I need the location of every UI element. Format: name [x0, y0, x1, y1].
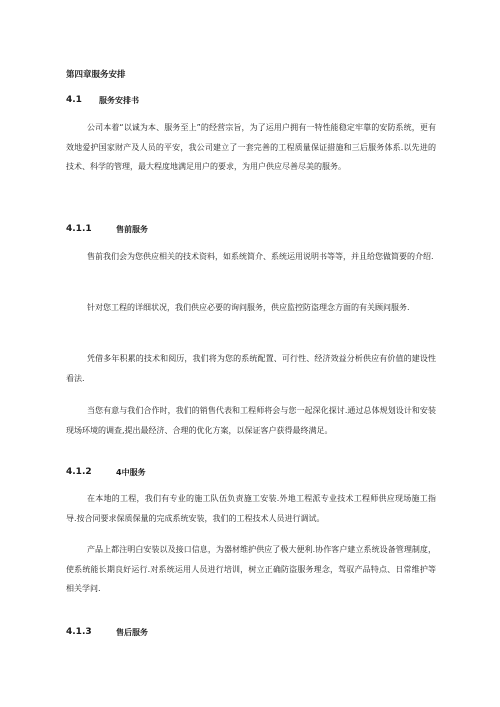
- section-number: 4.1: [66, 95, 82, 105]
- section-number: 4.1.1: [66, 224, 92, 234]
- section-number: 4.1.2: [66, 467, 92, 477]
- section-heading-4-1-1: [66, 224, 148, 234]
- section-title: 售前服务: [116, 225, 148, 234]
- paragraph-maintenance: 产品上都注明白安装以及接口信息，为器材维护供应了极大便利.协作客户建立系统设备管理制度，使系统能长期良好运行.对系统运用人员进行培训，树立正确防盗服务理念，驾驭产品特点、日常维护等相关学问.: [66, 545, 436, 593]
- chapter-title: 第四章服务安排: [66, 70, 126, 80]
- section-title: 售后服务: [116, 628, 148, 637]
- paragraph-service-purpose: 公司本着“以诚为本、服务至上”的经营宗旨，为了运用户拥有一特性能稳定牢靠的安防系统，更有效地爱护国家财产及人员的平安，我公司建立了一套完善的工程质量保证措施和三后服务体系.以先进的技术、科学的管理，最大程度地满足用户的要求，为用户供应尽善尽美的服务。: [66, 123, 436, 171]
- paragraph-presale-advice: 凭借多年积累的技术和阅历，我们将为您的系统配置、可行性、经济效益分析供应有价值的建设性看法.: [66, 354, 436, 383]
- paragraph-installation: 在本地的工程，我们有专业的施工队伍负责施工安装.外地工程派专业技术工程师供应现场施工指导.按合同要求保质保量的完成系统安装，我们的工程技术人员进行调试。: [66, 494, 436, 523]
- section-title: 4中服务: [116, 468, 146, 477]
- paragraph-presale-consult: 针对您工程的详细状况，我们供应必要的询问服务，供应监控防盗理念方面的有关顾问服务.: [87, 303, 410, 312]
- section-heading-4-1-2: [66, 467, 146, 477]
- paragraph-presale-cooperation: 当您有意与我们合作时，我们的销售代表和工程师将会与您一起深化探讨.通过总体规划设计和安装现场环境的调查,提出最经济、合理的优化方案，以保证客户获得最终满足。: [66, 406, 436, 435]
- section-heading-4-1: [66, 95, 139, 105]
- section-heading-4-1-3: [66, 627, 148, 637]
- paragraph-presale-docs: 售前我们会为您供应相关的技术资料，如系统简介、系统运用说明书等等，并且给您做简要的介绍.: [87, 252, 434, 261]
- section-number: 4.1.3: [66, 627, 92, 637]
- section-title: 服务安排书: [99, 96, 139, 105]
